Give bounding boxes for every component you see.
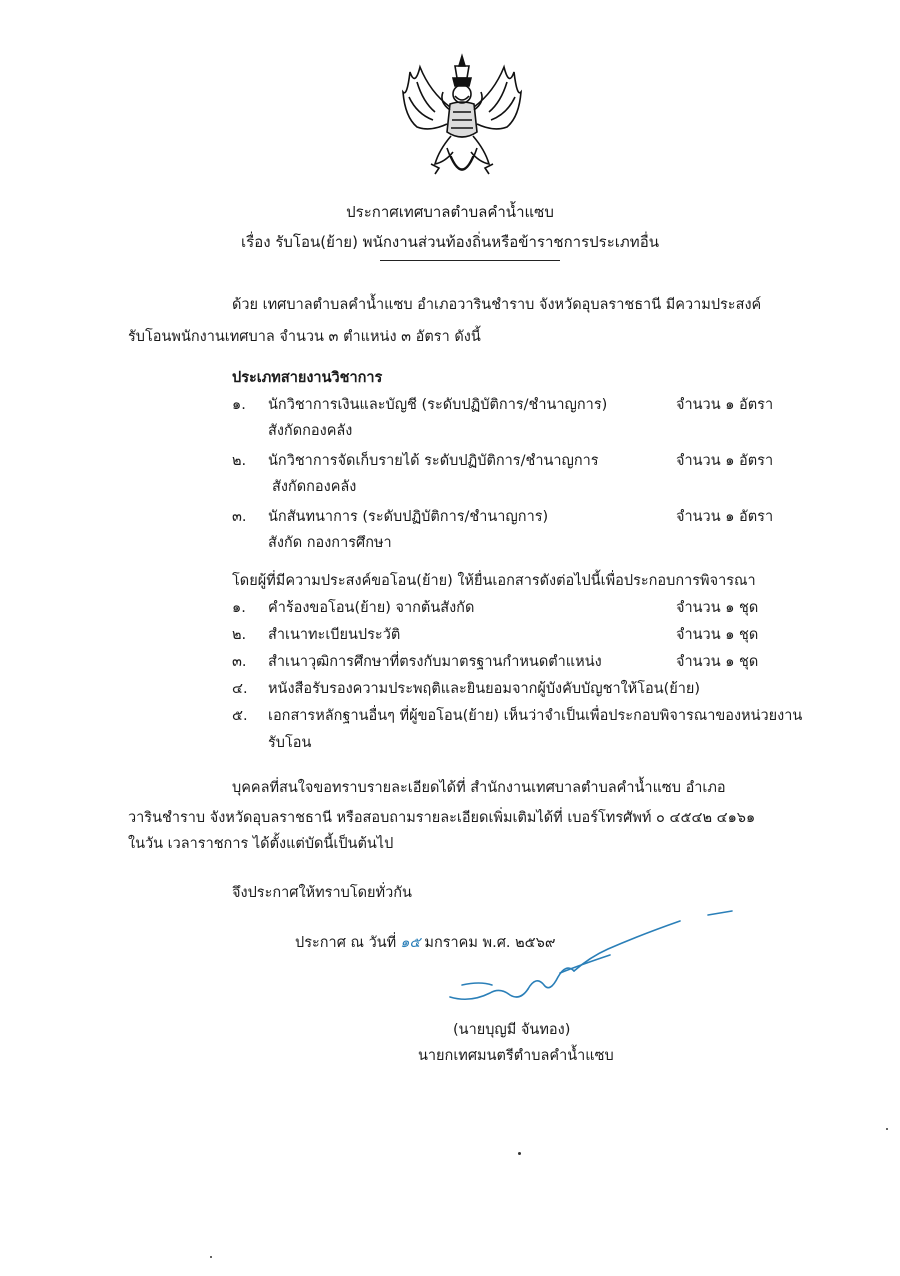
position-count: จำนวน ๑ อัตรา	[676, 453, 774, 469]
positions-heading: ประเภทสายงานวิชาการ	[232, 370, 383, 386]
date-prefix: ประกาศ ณ วันที่	[295, 935, 397, 951]
document-text: สำเนาวุฒิการศึกษาที่ตรงกับมาตรฐานกำหนดตำแหน่ง	[268, 654, 602, 670]
announcement-title: ประกาศเทศบาลตำบลคำน้ำแซบ	[346, 203, 554, 221]
position-number: ๑.	[232, 397, 246, 413]
position-unit: สังกัดกองคลัง	[268, 423, 353, 439]
signer-name: (นายบุญมี จันทอง)	[453, 1022, 571, 1038]
scan-speck	[210, 1256, 212, 1258]
position-count: จำนวน ๑ อัตรา	[676, 509, 774, 525]
documents-intro: โดยผู้ที่มีความประสงค์ขอโอน(ย้าย) ให้ยื่นเอกสารดังต่อไปนี้เพื่อประกอบการพิจารณา	[232, 573, 756, 589]
position-unit: สังกัดกองคลัง	[272, 479, 357, 495]
document-count: จำนวน ๑ ชุด	[676, 600, 759, 616]
date-day: ๑๕	[400, 935, 421, 951]
document-number: ๓.	[232, 654, 247, 670]
position-title: นักสันทนาการ (ระดับปฏิบัติการ/ชำนาญการ)	[268, 509, 549, 525]
header-divider	[380, 260, 560, 261]
signature-icon	[440, 905, 740, 1010]
position-count: จำนวน ๑ อัตรา	[676, 397, 774, 413]
document-number: ๕.	[232, 708, 248, 724]
intro-line-1: ด้วย เทศบาลตำบลคำน้ำแซบ อำเภอวารินชำราบ จังหวัดอุบลราชธานี มีความประสงค์	[232, 297, 762, 313]
document-text: คำร้องขอโอน(ย้าย) จากต้นสังกัด	[268, 600, 475, 616]
document-count: จำนวน ๑ ชุด	[676, 627, 759, 643]
document-text: เอกสารหลักฐานอื่นๆ ที่ผู้ขอโอน(ย้าย) เห็นว่าจำเป็นเพื่อประกอบพิจารณาของหน่วยงาน	[268, 708, 803, 724]
closing-statement: จึงประกาศให้ทราบโดยทั่วกัน	[232, 885, 412, 901]
document-number: ๑.	[232, 600, 246, 616]
signer-title: นายกเทศมนตรีตำบลคำน้ำแซบ	[418, 1048, 614, 1064]
intro-line-2: รับโอนพนักงานเทศบาล จำนวน ๓ ตำแหน่ง ๓ อัตรา ดังนี้	[128, 329, 481, 345]
document-number: ๒.	[232, 627, 247, 643]
date-month-year: มกราคม พ.ศ. ๒๕๖๙	[424, 935, 556, 951]
document-count: จำนวน ๑ ชุด	[676, 654, 759, 670]
position-unit: สังกัด กองการศึกษา	[268, 535, 392, 551]
contact-line-2: วารินชำราบ จังหวัดอุบลราชธานี หรือสอบถามรายละเอียดเพิ่มเติมได้ที่ เบอร์โทรศัพท์ ๐ ๔๕๔๒ ๔๑๖๑	[128, 810, 756, 826]
position-number: ๒.	[232, 453, 247, 469]
document-text: หนังสือรับรองความประพฤติและยินยอมจากผู้บังคับบัญชาให้โอน(ย้าย)	[268, 681, 701, 697]
garuda-emblem-icon	[395, 52, 530, 192]
document-text-continued: รับโอน	[268, 735, 312, 751]
scan-speck	[518, 1152, 521, 1155]
document-number: ๔.	[232, 681, 248, 697]
position-number: ๓.	[232, 509, 247, 525]
document-text: สำเนาทะเบียนประวัติ	[268, 627, 401, 643]
contact-line-3: ในวัน เวลาราชการ ได้ตั้งแต่บัดนี้เป็นต้นไป	[128, 836, 394, 852]
position-title: นักวิชาการเงินและบัญชี (ระดับปฏิบัติการ/ชำนาญการ)	[268, 397, 608, 413]
announcement-subject: เรื่อง รับโอน(ย้าย) พนักงานส่วนท้องถิ่นหรือข้าราชการประเภทอื่น	[241, 233, 659, 251]
position-title: นักวิชาการจัดเก็บรายได้ ระดับปฏิบัติการ/ชำนาญการ	[268, 453, 599, 469]
scan-speck	[886, 1128, 888, 1130]
contact-line-1: บุคคลที่สนใจขอทราบรายละเอียดได้ที่ สำนักงานเทศบาลตำบลคำน้ำแซบ อำเภอ	[232, 780, 726, 796]
